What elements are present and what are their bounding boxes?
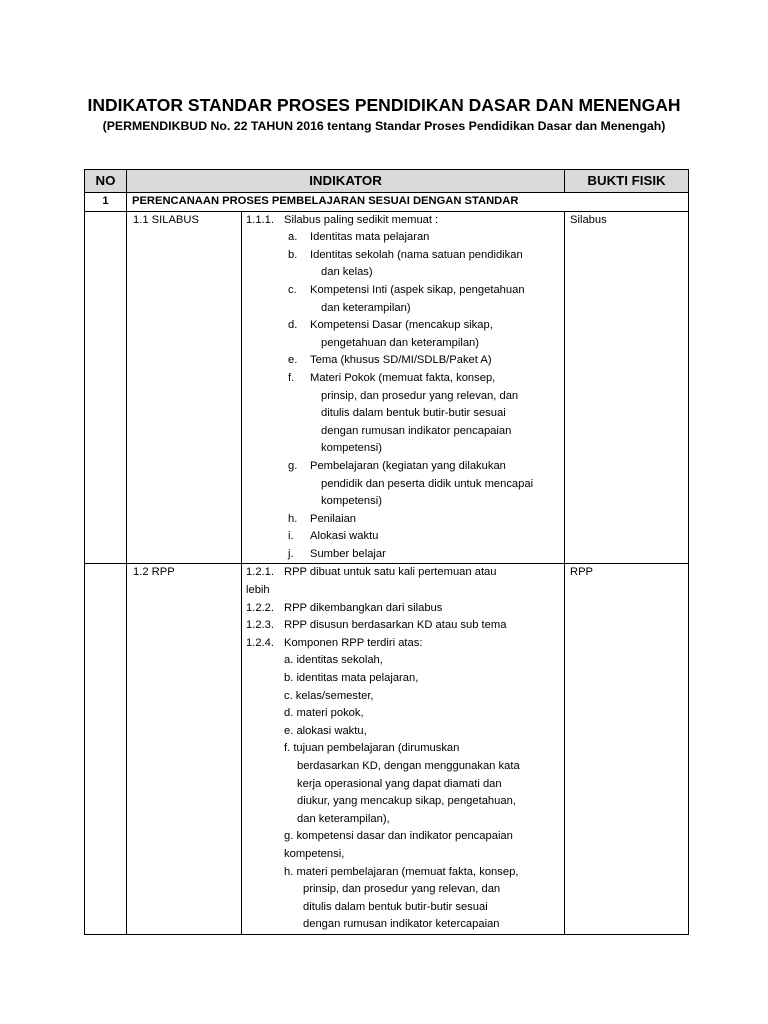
item-text: Tema (khusus SD/MI/SDLB/Paket A)	[310, 354, 492, 367]
item-text: Materi Pokok (memuat fakta, konsep,	[310, 371, 496, 384]
item-text: pengetahuan dan keterampilan)	[321, 336, 479, 349]
indicator-text: RPP dikembangkan dari silabus	[284, 601, 443, 614]
list-item	[246, 335, 564, 353]
list-item	[246, 458, 564, 476]
indicator-number: 1.1.1.	[246, 213, 274, 226]
subsection-label: 1.1 SILABUS	[127, 211, 242, 564]
table-row	[85, 193, 689, 212]
table-row	[85, 211, 689, 564]
item-letter: j.	[288, 547, 294, 560]
indicator-text: RPP dibuat untuk satu kali pertemuan atau	[284, 566, 497, 579]
component-line: prinsip, dan prosedur yang relevan, dan	[303, 883, 501, 896]
component-line: h. materi pembelajaran (memuat fakta, konsep,	[284, 865, 519, 878]
list-item	[246, 405, 564, 423]
item-letter: g.	[288, 459, 298, 472]
item-text: Kompetensi Dasar (mencakup sikap,	[310, 319, 493, 332]
indicator-line	[246, 600, 564, 618]
table-row	[85, 564, 689, 934]
component-line: d. materi pokok,	[284, 707, 364, 720]
document-title: INDIKATOR STANDAR PROSES PENDIDIKAN DASAR DAN MENENGAH	[87, 95, 681, 115]
item-letter: d.	[288, 319, 298, 332]
list-item	[246, 300, 564, 318]
item-text: dengan rumusan indikator pencapaian	[321, 424, 512, 437]
component-line: diukur, yang mencakup sikap, pengetahuan,	[297, 795, 516, 808]
indicator-cell	[242, 564, 565, 934]
indicator-line	[246, 212, 564, 230]
indicator-text: lebih	[246, 584, 270, 597]
item-text: kompetensi)	[321, 495, 382, 508]
indicator-line	[246, 582, 564, 600]
header-indikator: INDIKATOR	[127, 170, 565, 193]
list-item	[246, 546, 564, 564]
item-letter: c.	[288, 283, 297, 296]
component-line: g. kompetensi dasar dan indikator pencapaian	[284, 830, 513, 843]
item-text: Alokasi waktu	[310, 530, 379, 543]
header-no: NO	[85, 170, 127, 193]
evidence-cell: Silabus	[565, 211, 689, 564]
indicator-list	[246, 229, 564, 563]
item-letter: h.	[288, 512, 298, 525]
list-item	[246, 317, 564, 335]
item-text: Kompetensi Inti (aspek sikap, pengetahuan	[310, 283, 525, 296]
component-line: c. kelas/semester,	[284, 689, 374, 702]
item-text: dan kelas)	[321, 266, 373, 279]
indicator-text: Silabus paling sedikit memuat :	[284, 213, 439, 226]
list-item	[246, 388, 564, 406]
indicator-line	[246, 617, 564, 635]
component-line: berdasarkan KD, dengan menggunakan kata	[297, 760, 520, 772]
indicator-text: RPP disusun berdasarkan KD atau sub tema	[284, 619, 507, 632]
list-item	[246, 264, 564, 282]
indicator-number: 1.2.1.	[246, 566, 274, 579]
item-text: pendidik dan peserta didik untuk mencapai	[321, 477, 534, 490]
list-item	[246, 476, 564, 494]
list-item	[246, 282, 564, 300]
component-line: dengan rumusan indikator ketercapaian	[303, 918, 500, 931]
item-letter: f.	[288, 371, 295, 384]
item-text: prinsip, dan prosedur yang relevan, dan	[321, 389, 519, 402]
list-item	[246, 493, 564, 511]
indicator-number: 1.2.2.	[246, 601, 274, 614]
list-item	[246, 511, 564, 529]
item-text: Sumber belajar	[310, 547, 386, 560]
component-line: kerja operasional yang dapat diamati dan	[297, 777, 502, 790]
component-line: kompetensi,	[284, 847, 345, 860]
item-text: Identitas sekolah (nama satuan pendidikan	[310, 248, 523, 261]
list-item	[246, 352, 564, 370]
component-line: dan keterampilan),	[297, 812, 390, 825]
empty-cell	[85, 211, 127, 564]
indicator-table	[84, 169, 689, 935]
item-text: Pembelajaran (kegiatan yang dilakukan	[310, 459, 506, 472]
component-line: f. tujuan pembelajaran (dirumuskan	[284, 742, 460, 755]
list-item	[246, 370, 564, 388]
item-text: kompetensi)	[321, 442, 382, 455]
item-text: Penilaian	[310, 512, 357, 525]
indicator-number: 1.2.4.	[246, 636, 274, 649]
list-item	[246, 440, 564, 458]
indicator-line	[246, 635, 564, 653]
component-line: e. alokasi waktu,	[284, 724, 367, 737]
item-text: ditulis dalam bentuk butir-butir sesuai	[321, 407, 506, 420]
item-text: Identitas mata pelajaran	[310, 231, 430, 244]
component-line: ditulis dalam bentuk butir-butir sesuai	[303, 900, 488, 913]
indicator-text: Komponen RPP terdiri atas:	[284, 636, 423, 649]
component-line: a. identitas sekolah,	[284, 654, 383, 667]
list-item	[246, 528, 564, 546]
section-title: PERENCANAAN PROSES PEMBELAJARAN SESUAI DENGAN STANDAR	[127, 193, 689, 212]
item-text: dan keterampilan)	[321, 301, 411, 314]
component-line: b. identitas mata pelajaran,	[284, 672, 419, 685]
header-bukti-fisik: BUKTI FISIK	[565, 170, 689, 193]
table-header-row	[85, 170, 689, 193]
item-letter: a.	[288, 231, 298, 244]
list-item	[246, 247, 564, 265]
indicator-number: 1.2.3.	[246, 619, 274, 632]
document-subtitle: (PERMENDIKBUD No. 22 TAHUN 2016 tentang Standar Proses Pendidikan Dasar dan Menengah)	[102, 119, 666, 133]
item-letter: b.	[288, 248, 298, 261]
item-letter: e.	[288, 354, 298, 367]
indicator-cell	[242, 211, 565, 564]
empty-cell	[85, 564, 127, 934]
list-item	[246, 229, 564, 247]
subsection-label: 1.2 RPP	[127, 564, 242, 934]
item-letter: i.	[288, 530, 294, 543]
evidence-cell: RPP	[565, 564, 689, 934]
row-number: 1	[85, 193, 127, 212]
indicator-line	[246, 564, 564, 582]
list-item	[246, 423, 564, 441]
